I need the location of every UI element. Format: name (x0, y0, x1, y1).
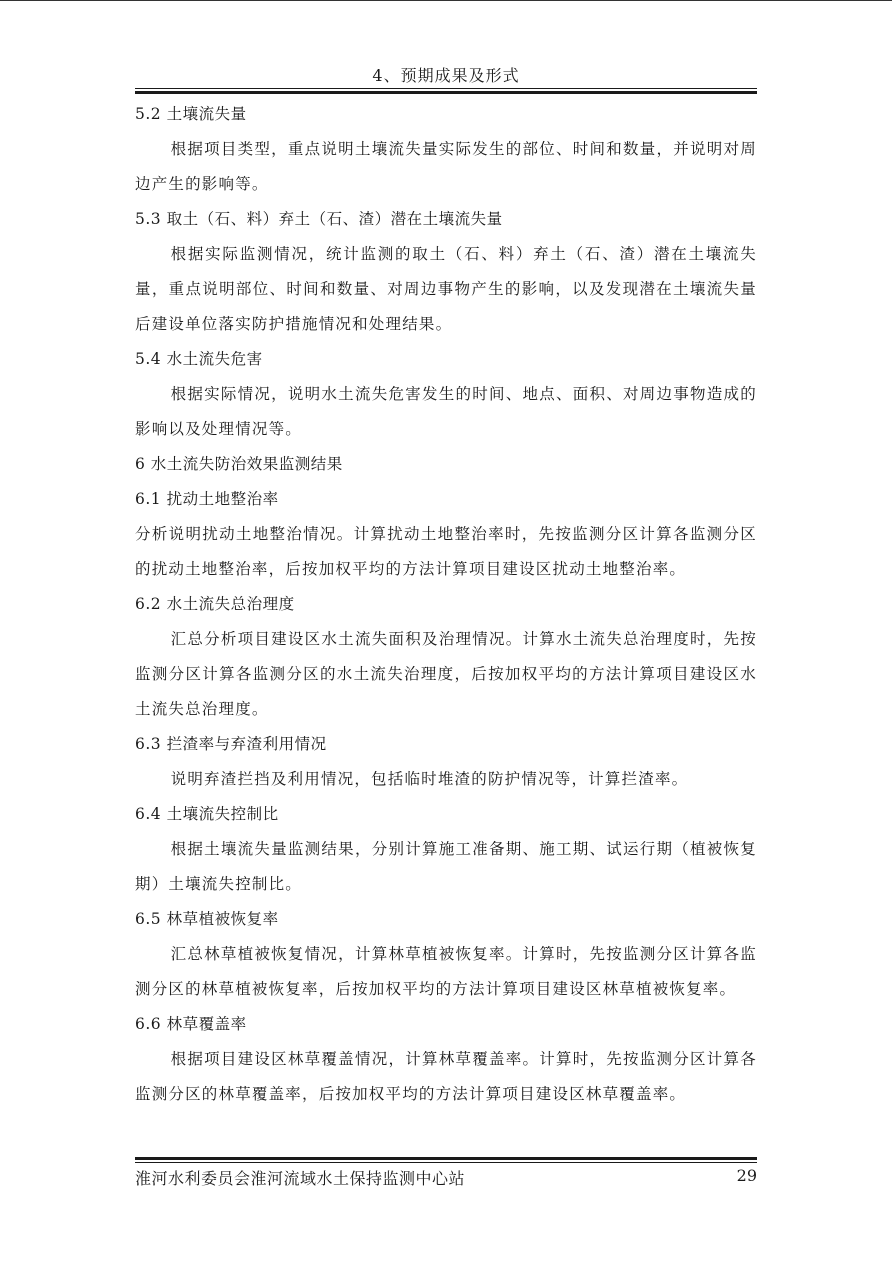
section-heading-5-4: 5.4 水土流失危害 (135, 350, 263, 368)
section-paragraph-5-4: 根据实际情况，说明水土流失危害发生的时间、地点、面积、对周边事物造成的影响以及处理情况等。 (135, 385, 757, 438)
section-heading-6-2: 6.2 水土流失总治理度 (135, 595, 295, 613)
footer-rule (135, 1162, 757, 1163)
footer-organization: 淮河水利委员会淮河流域水土保持监测中心站 (135, 1169, 466, 1188)
section-heading-5-3: 5.3 取土（石、料）弃土（石、渣）潜在土壤流失量 (135, 210, 503, 228)
section-paragraph-5-2: 根据项目类型，重点说明土壤流失量实际发生的部位、时间和数量，并说明对周边产生的影响等。 (135, 140, 757, 193)
section-paragraph-6-6: 根据项目建设区林草覆盖情况，计算林草覆盖率。计算时，先按监测分区计算各监测分区的林草覆盖率，后按加权平均的方法计算项目建设区林草覆盖率。 (135, 1050, 757, 1103)
section-paragraph-6-2: 汇总分析项目建设区水土流失面积及治理情况。计算水土流失总治理度时，先按监测分区计算各监测分区的水土流失治理度，后按加权平均的方法计算项目建设区水土流失总治理度。 (135, 630, 757, 718)
header-rule-thick (135, 91, 757, 94)
header-rule (135, 88, 757, 89)
section-heading-6-4: 6.4 土壤流失控制比 (135, 805, 279, 823)
running-header: 4、预期成果及形式 (372, 66, 520, 85)
page-top-border (0, 0, 892, 1)
section-heading-6-6: 6.6 林草覆盖率 (135, 1015, 247, 1033)
document-body (135, 97, 757, 1112)
section-heading-5-2: 5.2 土壤流失量 (135, 105, 247, 123)
footer-rule-thick (135, 1157, 757, 1160)
section-paragraph-6-3: 说明弃渣拦挡及利用情况，包括临时堆渣的防护情况等，计算拦渣率。 (170, 770, 689, 788)
section-paragraph-6-5: 汇总林草植被恢复情况，计算林草植被恢复率。计算时，先按监测分区计算各监测分区的林草植被恢复率，后按加权平均的方法计算项目建设区林草植被恢复率。 (135, 945, 757, 998)
section-heading-6-5: 6.5 林草植被恢复率 (135, 910, 279, 928)
section-heading-6-3: 6.3 拦渣率与弃渣利用情况 (135, 735, 327, 753)
page-number: 29 (736, 1166, 757, 1185)
chapter-heading-6: 6 水土流失防治效果监测结果 (135, 455, 343, 473)
section-paragraph-5-3: 根据实际监测情况，统计监测的取土（石、料）弃土（石、渣）潜在土壤流失量，重点说明部位、时间和数量、对周边事物产生的影响，以及发现潜在土壤流失量后建设单位落实防护措施情况和处理结果。 (135, 245, 757, 333)
section-heading-6-1: 6.1 扰动土地整治率 (135, 490, 279, 508)
section-paragraph-6-1: 分析说明扰动土地整治情况。计算扰动土地整治率时，先按监测分区计算各监测分区的扰动土地整治率，后按加权平均的方法计算项目建设区扰动土地整治率。 (135, 525, 757, 578)
section-paragraph-6-4: 根据土壤流失量监测结果，分别计算施工准备期、施工期、试运行期（植被恢复期）土壤流失控制比。 (135, 840, 757, 893)
